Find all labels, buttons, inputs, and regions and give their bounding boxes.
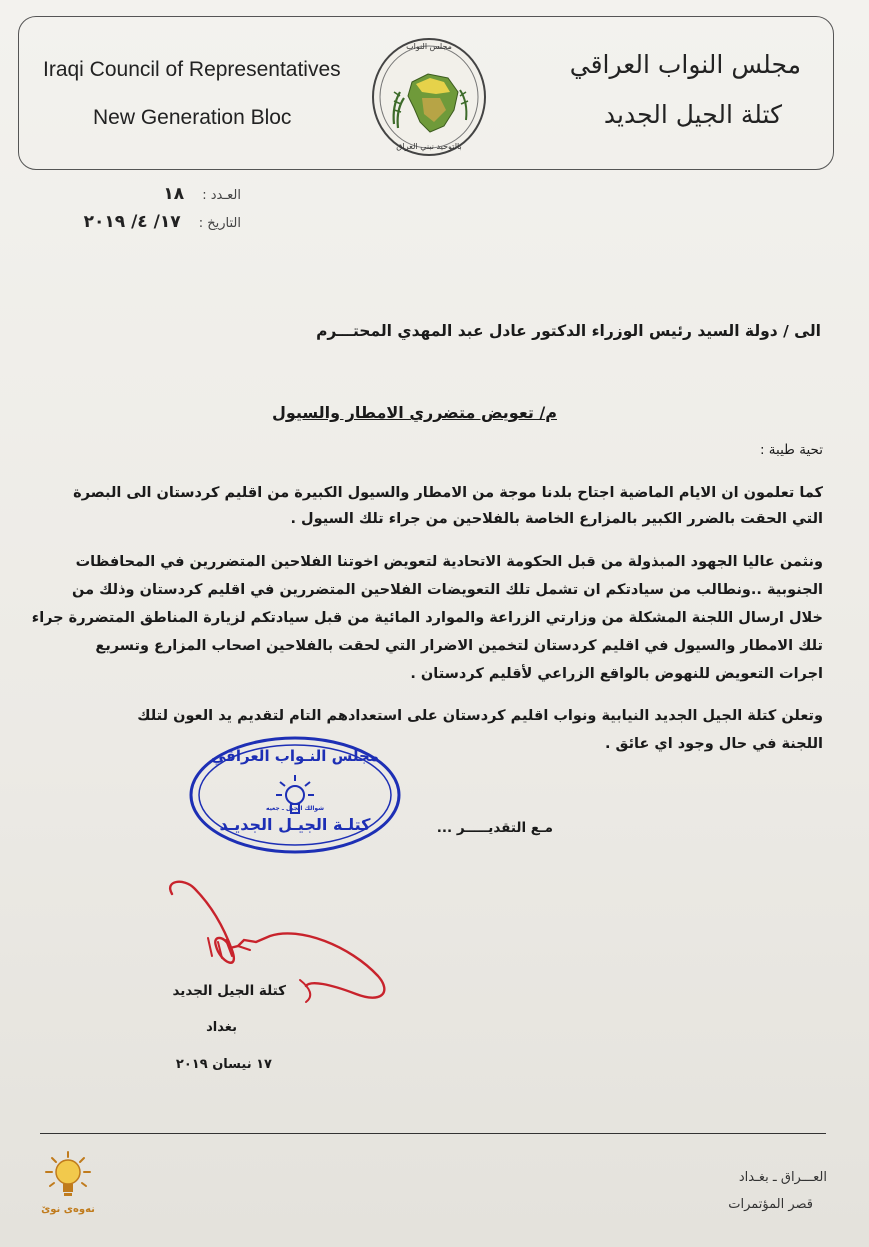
- greeting-line: تحية طيبة :: [759, 442, 823, 458]
- footer-address-venue: قصر المؤتمرات: [728, 1197, 813, 1212]
- lightbulb-logo-icon: [38, 1148, 98, 1204]
- stamp-bottom-text: كتلـة الجيـل الجديـد: [219, 815, 371, 834]
- reference-number: [163, 184, 241, 204]
- paragraph-2-line-1: ونثمن عاليا الجهود المبذولة من قبل الحكومة الاتحادية لتعويض اخوتنا الفلاحين المتضررين في المحافظات: [75, 554, 823, 570]
- signatory-city: بغداد: [206, 1020, 237, 1035]
- paragraph-2-line-5: اجرات التعويض للنهوض بالواقع الزراعي لأقليم كردستان .: [410, 666, 823, 682]
- official-stamp: [188, 735, 402, 855]
- paragraph-3-line-1: وتعلن كتلة الجيل الجديد النيابية ونواب اقليم كردستان على استعدادهم التام لتقديم يد العون لتلك: [137, 708, 823, 724]
- paragraph-3-line-2: اللجنة في حال وجود اي عائق .: [604, 736, 823, 752]
- logo-top-caption: مجلس النواب: [406, 42, 452, 51]
- letter-date-label: التاريخ :: [198, 216, 241, 231]
- paragraph-2-line-4: تلك الامطار والسيول في اقليم كردستان لتخمين الاضرار التي لحقت بالفلاحين اصحاب المزارع وتسريع: [95, 638, 823, 654]
- footer-logo: [38, 1148, 98, 1228]
- reference-number-label: العـدد :: [202, 188, 241, 203]
- iraq-map-emblem-icon: [370, 36, 488, 158]
- logo-bottom-caption: بالتوحيد نبني العراق: [396, 142, 462, 151]
- letter-date-value: ١٧/ ٤/ ٢٠١٩: [83, 212, 181, 232]
- footer-divider: [40, 1133, 826, 1134]
- stamp-small-text: شوالك الجيل ـ جعيه: [265, 805, 325, 812]
- closing-line: مـع التقديـــــر ...: [436, 820, 553, 836]
- council-logo: [370, 36, 488, 158]
- paragraph-1-line-2: التي الحقت بالضرر الكبير بالمزارع الخاصة بالفلاحين من جراء تلك السيول .: [290, 511, 823, 527]
- bloc-name-english: New Generation Bloc: [93, 106, 292, 129]
- signatory-date: ١٧ نيسان ٢٠١٩: [175, 1057, 272, 1072]
- paragraph-2-line-2: الجنوبية ..ونطالب من سيادتكم ان تشمل تلك التعويضات الفلاحين المتضررين في اقليم كردستان وذلك من: [72, 582, 823, 598]
- letter-date: [84, 212, 241, 232]
- stamp-top-text: مجلس النـواب العراقي: [210, 747, 380, 765]
- footer-address-city: العـــراق ـ بغـداد: [738, 1170, 827, 1185]
- council-name-arabic: مجلس النواب العراقي: [569, 50, 801, 79]
- reference-number-value: ١٨: [163, 184, 185, 204]
- subject-line: م/ تعويض متضرري الامطار والسيول: [271, 403, 557, 422]
- addressee-line: الى / دولة السيد رئيس الوزراء الدكتور عادل عبد المهدي المحتـــرم: [316, 322, 821, 340]
- footer-logo-caption: نەوەی نوێ: [41, 1204, 95, 1215]
- signatory-bloc: كتلة الجيل الجديد: [172, 983, 286, 999]
- council-name-english: Iraqi Council of Representatives: [43, 58, 341, 81]
- paragraph-1-line-1: كما تعلمون ان الايام الماضية اجتاح بلدنا موجة من الامطار والسيول الكبيرة من اقليم كردستان الى البصرة: [73, 485, 823, 501]
- paragraph-2-line-3: خلال ارسال اللجنة المشكلة من وزارتي الزراعة والموارد المائية من قبل سيادتكم لزيارة المناطق المتضررة جراء: [31, 610, 823, 626]
- bloc-name-arabic: كتلة الجيل الجديد: [603, 100, 782, 129]
